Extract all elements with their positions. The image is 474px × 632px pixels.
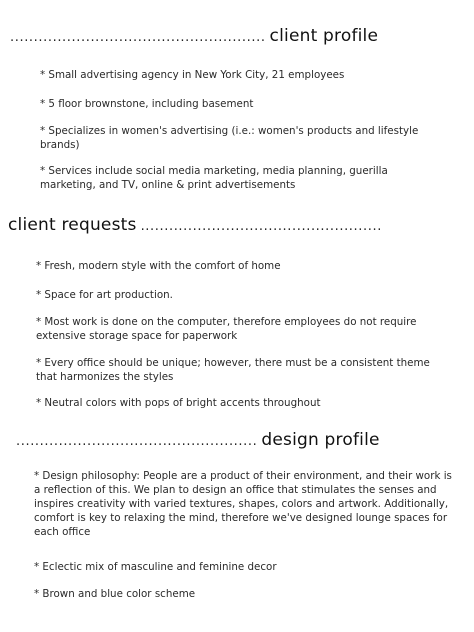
dotted-leader: ................................................... [16,434,258,449]
section-title: client requests [8,215,137,235]
list-item: * Neutral colors with pops of bright accents throughout [36,397,321,409]
design-profile-heading [16,430,384,450]
section-title: design profile [261,430,380,450]
list-item: * Specializes in women's advertising (i.e.: women's products and lifestyle brands) [40,125,419,151]
list-item: * Every office should be unique; however, there must be a consistent theme that harmonizes the styles [36,357,430,383]
list-item: * Space for art production. [36,289,173,301]
dotted-leader: ................................................... [140,219,382,234]
section-title: client profile [269,26,379,46]
client-requests-heading [8,215,382,235]
list-item: * Small advertising agency in New York City, 21 employees [40,69,345,81]
list-item: * Services include social media marketing, media planning, guerilla marketing, and TV, online & print advertisements [40,165,388,191]
client-profile-heading [10,26,382,46]
list-item: * Eclectic mix of masculine and feminine decor [34,561,277,573]
list-item: * Brown and blue color scheme [34,588,196,600]
list-item: * Fresh, modern style with the comfort of home [36,260,281,272]
list-item: * Most work is done on the computer, therefore employees do not require extensive storage space for paperwork [36,316,417,342]
list-item: * Design philosophy: People are a product of their environment, and their work is a reflection of this. We plan to design an office that stimulates the senses and inspires creativity with varied textures, shapes, colors and artwork. Additionally, comfort is key to relaxing the mind, therefore we've designed lounge spaces for each office [34,470,452,538]
list-item: * 5 floor brownstone, including basement [40,98,254,110]
dotted-leader: ...................................................... [10,30,266,45]
